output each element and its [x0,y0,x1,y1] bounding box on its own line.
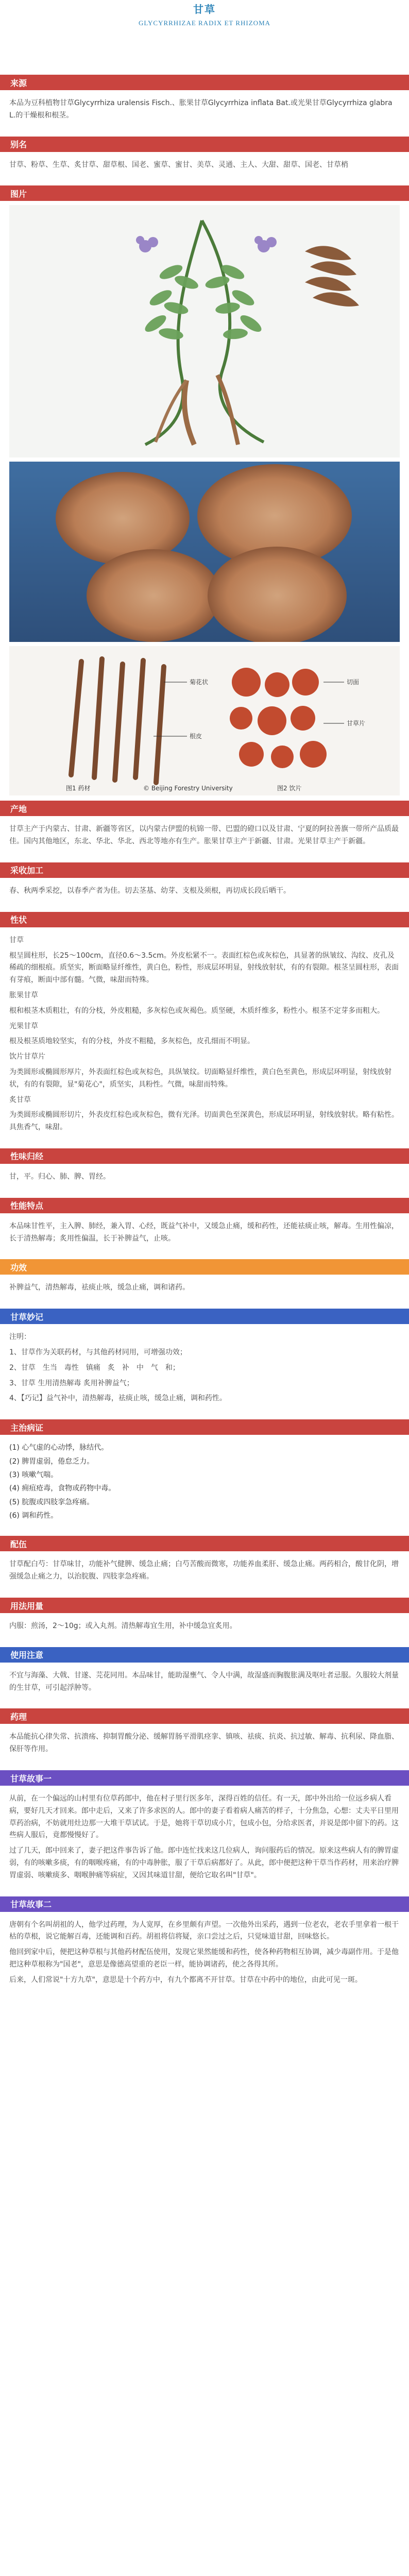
section-header-nature [0,1148,409,1164]
section-header-traits [0,912,409,927]
paragraph: 甘草配白芍：甘草味甘，功能补气健脾、缓急止痛；白芍苦酸而微寒，功能养血柔肝、缓急止痛。两药相合，酸甘化阴，增强缓急止痛之力，以治脘腹、四肢挛急疼痛。 [9,1560,399,1581]
section-title: 甘草故事二 [10,1900,52,1910]
subheading: 炙甘草 [9,1095,31,1104]
paragraph: 1、甘草作为关联药材，与其他药材同用，可增强功效； [9,1348,187,1357]
section-body-contraindications [0,1667,409,1704]
paragraph: 后来，人们常说"十方九草"，意思是十个药方中，有九个都离不开甘草。甘草在中药中的地位，由此可见一斑。 [9,1975,362,1984]
section-body-nature [0,1168,409,1193]
section-title: 性状 [10,915,27,925]
paragraph: 唐朝有个名叫胡祖的人，他学过药理，为人宽厚，在乡里颇有声望。一次他外出采药，遇到一位老农，老农手里拿着一根干枯的草根，说它能解百毒，还能调和百药。胡祖将信将疑，亲口尝过之后，只觉味道甘甜，回味悠长。 [9,1920,399,1941]
paragraph: 根呈圆柱形，长25～100cm，直径0.6～3.5cm。外皮松紧不一。表面红棕色或灰棕色，具显著的纵皱纹、沟纹、皮孔及稀疏的细根痕。质坚实，断面略显纤维性，黄白色，粉性，形成层环明显，射线放射状，有的有裂隙。根茎呈圆柱形，表面有芽痕，断面中部有髓。气微，味甜而特殊。 [9,951,399,985]
paragraph: 2、甘草 生当 毒性 镇痛 炙 补 中 气 和； [9,1363,180,1372]
list-item: (1) 心气虚的心动悸，脉结代。 [9,1444,109,1452]
label-caption-4: 甘草片 [347,720,366,727]
list-item: (2) 脾胃虚弱，倦怠乏力。 [9,1457,94,1466]
section-title: 来源 [10,78,27,88]
subheading: 甘草 [9,936,24,944]
section-header-function-intro [0,1198,409,1213]
paragraph: 为类圆形或椭圆形厚片，外表面红棕色或灰棕色，具纵皱纹。切面略显纤维性，黄白色至黄色，形成层环明显，射线放射状，有的有裂隙，显"菊花心"，质坚实，具粉性。气微，味甜而特殊。 [9,1067,391,1089]
label-caption-2: 根皮 [190,733,202,740]
root-slices-svg [9,462,385,642]
paragraph: 3、甘草 生用清热解毒 炙用补脾益气； [9,1379,134,1387]
paragraph: 内服：煎汤，2～10g；或入丸剂。清热解毒宜生用，补中缓急宜炙用。 [9,1622,237,1631]
section-body-harvest [0,882,409,907]
section-title: 性能特点 [10,1201,44,1211]
section-body-origin [0,820,409,857]
page-title: 甘草 [193,3,216,15]
section-title: 图片 [10,189,27,199]
paragraph: 甘草、粉草、生草、炙甘草、甜草根、国老、蜜草、蜜甘、美草、灵通、主人、大甜、甜草、国老、甘草梢 [9,160,348,169]
section-header-indications [0,1419,409,1435]
section-header-compatibility [0,1536,409,1551]
section-header-alias [0,137,409,152]
section-title: 性味归经 [10,1151,44,1162]
section-body-alias [0,156,409,181]
section-title: 配伍 [10,1539,27,1549]
section-header-usage [0,1598,409,1613]
section-body-story-1 [0,1790,409,1891]
section-header-story-2 [0,1896,409,1912]
section-header-related [0,1309,409,1324]
section-title: 甘草故事一 [10,1773,52,1784]
section-body-chemistry [0,1728,409,1765]
section-body-function-intro [0,1217,409,1255]
paragraph: 从前，在一个偏远的山村里有位草药郎中，他在村子里行医多年，深得百姓的信任。有一天，郎中外出给一位远乡病人看病，要好几天才回来。郎中走后，又来了许多求医的人。郎中的妻子看着病人痛苦的样子，十分焦急，心想：丈夫平日里用草药治病，不妨就用灶边那一大堆干草试试。于是，她将干草切成小片，包成小包，分给求医者，并说是郎中留下的药。这些病人服后，竟都慢慢好了。 [9,1794,399,1840]
section-header-contraindications [0,1647,409,1663]
paragraph: 根和根茎木质粗壮，有的分枝，外皮粗糙，多灰棕色或灰褐色。质坚硬，木质纤维多，粉性小。根茎不定芽多而粗大。 [9,1006,384,1015]
section-header-origin [0,801,409,816]
paragraph: 本品能抗心律失常、抗溃疡、抑制胃酸分泌、缓解胃肠平滑肌痉挛、镇咳、祛痰、抗炎、抗过敏、解毒、抗利尿、降血脂、保肝等作用。 [9,1733,399,1754]
section-body-related [0,1328,409,1414]
section-title: 用法用量 [10,1601,44,1611]
section-header-efficacy [0,1259,409,1275]
paragraph: 本品味甘性平，主入脾、肺经，兼入胃、心经，既益气补中，又缓急止痛，缓和药性，还能祛痰止咳，解毒。生用性偏凉，长于清热解毒；炙用性偏温，长于补脾益气，止咳。 [9,1222,399,1243]
section-title: 功效 [10,1262,27,1273]
page-header [0,0,409,70]
section-body-indications [0,1439,409,1531]
paragraph: 甘，平。归心、肺、脾、胃经。 [9,1172,110,1181]
paragraph: 根及根茎质地较坚实，有的分枝，外皮不粗糙，多灰棕色，皮孔细而不明显。 [9,1037,254,1046]
herb-illustration [9,205,400,457]
list-item: (6) 调和药性。 [9,1512,58,1520]
list-item: (3) 咳嗽气喘。 [9,1470,58,1479]
paragraph: 4、【巧记】益气补中，清热解毒，祛痰止咳，缓急止痛，调和药性。 [9,1394,227,1403]
section-title: 使用注意 [10,1650,44,1660]
section-header-story-1 [0,1770,409,1786]
section-body-story-2 [0,1916,409,1996]
section-body-usage [0,1617,409,1642]
slices-photo [9,462,400,642]
roots-photo [9,646,400,795]
section-body-efficacy [0,1279,409,1303]
paragraph: 本品为豆科植物甘草Glycyrrhiza uralensis Fisch.、胀果甘草Glycyrrhiza inflata Bat.或光果甘草Glycyrrhiza glabra L.的干燥根和根茎。 [9,99,393,120]
section-title: 产地 [10,804,27,814]
latin-name: GLYCYRRHIZAE RADIX ET RHIZOMA [138,19,271,27]
paragraph: 补脾益气，清热解毒，祛痰止咳，缓急止痛，调和诸药。 [9,1283,190,1292]
paragraph: 不宜与海藻、大戟、甘遂、芫花同用。本品味甘，能助湿壅气、令人中满，故湿盛而胸腹胀满及呕吐者忌服。久服较大剂量的生甘草，可引起浮肿等。 [9,1671,399,1692]
subheading: 胀果甘草 [9,991,38,999]
image-caption-left: 图1 药材 [66,785,91,792]
herb-plant-svg [16,210,393,452]
image-credit: © Beijing Forestry University [143,785,233,792]
section-header-images [0,185,409,201]
image-caption-right: 图2 饮片 [277,785,302,792]
section-body-source [0,94,409,131]
section-title: 主治病证 [10,1422,44,1433]
section-title: 甘草妙记 [10,1312,44,1322]
section-header-source [0,75,409,90]
section-body-traits [0,931,409,1143]
label-caption-1: 菊花状 [190,679,209,686]
label-caption-3: 切面 [347,679,360,686]
paragraph: 为类圆形或椭圆形切片，外表皮红棕色或灰棕色，微有光泽。切面黄色至深黄色，形成层环明显，射线放射状。略有粘性。具焦香气，味甜。 [9,1111,399,1132]
paragraph: 甘草主产于内蒙古、甘肃、新疆等省区，以内蒙古伊盟的杭锦一带、巴盟的磴口以及甘肃、宁夏的阿拉善旗一带所产品质最佳。国内其他地区，东北、华北、华北、西北等地亦有生产。胀果甘草主产于新疆、甘肃。光果甘草主产于新疆。 [9,825,399,846]
subheading: 光果甘草 [9,1022,38,1030]
section-header-harvest [0,862,409,878]
section-title: 别名 [10,140,27,150]
subheading: 饮片甘草片 [9,1053,45,1061]
section-title: 采收加工 [10,866,44,876]
list-item: (4) 痈疽疮毒，食物或药物中毒。 [9,1484,116,1493]
section-body-compatibility [0,1555,409,1592]
paragraph: 过了几天，郎中回来了，妻子把这件事告诉了他。郎中连忙找来这几位病人，询问服药后的情况。原来这些病人有的脾胃虚弱，有的咳嗽多痰，有的咽喉疼痛，有的中毒肿胀，服了干草后病都好了。从此，郎中便把这种干草当作药材，用来治疗脾胃虚弱、咳嗽痰多、咽喉肿痛等病症，又因其味道甘甜，便给它取名叫"甘草"。 [9,1846,399,1879]
section-header-chemistry [0,1708,409,1724]
paragraph: 他回到家中后，便把这种草根与其他药材配伍使用，发现它果然能缓和药性，使各种药物相互协调，减少毒副作用。于是他把这种草根称为"国老"，意思是像德高望重的老臣一样，能协调诸药，使之各得其所。 [9,1948,399,1969]
paragraph: 注明： [9,1333,31,1342]
roots-and-slices-svg [9,646,385,795]
list-item: (5) 脘腹或四肢挛急疼痛。 [9,1498,94,1506]
paragraph: 春、秋两季采挖，以春季产者为佳。切去茎基、幼芽、支根及须根，再切成长段后晒干。 [9,886,291,895]
section-title: 药理 [10,1711,27,1722]
